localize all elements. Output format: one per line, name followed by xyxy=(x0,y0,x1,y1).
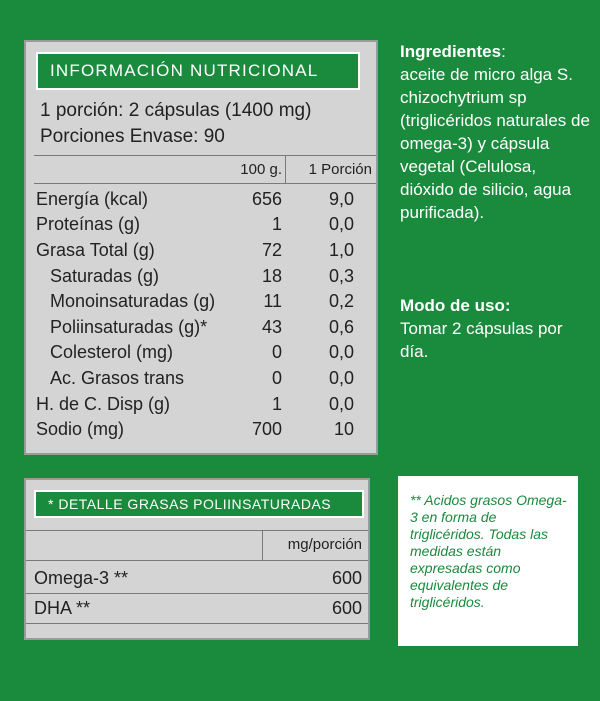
nutrient-value-portion: 0,6 xyxy=(328,317,354,337)
detail-label: Omega-3 ** xyxy=(34,568,129,588)
divider xyxy=(34,155,376,156)
column-header-100g: 100 g. xyxy=(240,161,282,178)
nutrient-value-100g: 11 xyxy=(263,291,282,311)
nutrient-label: Proteínas (g) xyxy=(36,214,141,234)
nutrient-row xyxy=(26,266,376,291)
nutrient-value-100g: 43 xyxy=(261,317,282,337)
nutrient-label: Sodio (mg) xyxy=(36,419,125,439)
nutrition-header: INFORMACIÓN NUTRICIONAL xyxy=(36,52,360,90)
detail-value: 600 xyxy=(331,568,362,588)
nutrient-label: H. de C. Disp (g) xyxy=(36,394,171,414)
nutrient-value-portion: 1,0 xyxy=(328,240,354,260)
usage-block xyxy=(400,294,590,363)
nutrient-value-portion: 0,3 xyxy=(328,266,354,286)
detail-header: * DETALLE GRASAS POLIINSATURADAS xyxy=(34,490,364,518)
nutrient-label: Colesterol (mg) xyxy=(50,342,174,362)
nutrient-row xyxy=(26,317,376,342)
polyunsaturated-detail-panel xyxy=(24,478,370,640)
nutrient-row xyxy=(26,368,376,393)
nutrient-value-100g: 700 xyxy=(251,419,282,439)
column-header-portion: 1 Porción xyxy=(308,161,372,178)
column-divider xyxy=(262,530,263,560)
nutrient-label: Monoinsaturadas (g) xyxy=(50,291,216,311)
nutrient-row xyxy=(26,240,376,265)
nutrient-value-100g: 0 xyxy=(271,368,282,388)
nutrient-value-100g: 18 xyxy=(261,266,282,286)
divider xyxy=(26,530,368,531)
nutrient-value-portion: 0,0 xyxy=(328,342,354,362)
servings-per-container: Porciones Envase: 90 xyxy=(40,126,225,147)
nutrient-value-portion: 0,2 xyxy=(328,291,354,311)
divider xyxy=(26,593,368,594)
nutrient-value-100g: 1 xyxy=(271,214,282,234)
nutrient-value-portion: 0,0 xyxy=(328,214,354,234)
column-divider xyxy=(285,155,286,183)
nutrient-value-portion: 9,0 xyxy=(328,189,354,209)
nutrient-label: Energía (kcal) xyxy=(36,189,149,209)
footnote-box xyxy=(398,476,578,646)
nutrient-row xyxy=(26,291,376,316)
nutrient-label: Poliinsaturadas (g)* xyxy=(50,317,208,337)
ingredients-block xyxy=(400,40,590,224)
nutrient-label: Saturadas (g) xyxy=(50,266,160,286)
nutrient-row xyxy=(26,394,376,419)
footnote-text: ** Acidos grasos Omega-3 en forma de triglicéridos. Todas las medidas están expresadas como equivalentes de triglicéridos. xyxy=(410,492,567,610)
nutrient-label: Ac. Grasos trans xyxy=(50,368,185,388)
nutrition-facts-panel xyxy=(24,40,378,455)
nutrient-row xyxy=(26,419,376,444)
usage-text: Tomar 2 cápsulas por día. xyxy=(400,319,563,361)
nutrient-row xyxy=(26,342,376,367)
nutrient-value-portion: 10 xyxy=(333,419,354,439)
usage-title: Modo de uso: xyxy=(400,296,511,315)
detail-value: 600 xyxy=(331,598,362,618)
nutrient-value-100g: 1 xyxy=(271,394,282,414)
divider xyxy=(34,183,376,184)
ingredients-text: aceite de micro alga S. chizochytrium sp (triglicéridos naturales de omega-3) y cápsula vegetal (Celulosa, dióxido de silicio, agua purificada). xyxy=(400,65,590,222)
nutrient-value-100g: 72 xyxy=(261,240,282,260)
nutrient-value-portion: 0,0 xyxy=(328,368,354,388)
nutrient-value-100g: 0 xyxy=(271,342,282,362)
serving-size: 1 porción: 2 cápsulas (1400 mg) xyxy=(40,100,312,121)
nutrient-value-portion: 0,0 xyxy=(328,394,354,414)
divider xyxy=(26,560,368,561)
detail-label: DHA ** xyxy=(34,598,91,618)
ingredients-colon: : xyxy=(501,42,506,61)
nutrient-label: Grasa Total (g) xyxy=(36,240,155,260)
divider xyxy=(26,623,368,624)
nutrient-row xyxy=(26,214,376,239)
nutrient-row xyxy=(26,189,376,214)
nutrient-value-100g: 656 xyxy=(251,189,282,209)
column-header-mg-portion: mg/porción xyxy=(287,536,362,553)
ingredients-title: Ingredientes xyxy=(400,42,502,61)
